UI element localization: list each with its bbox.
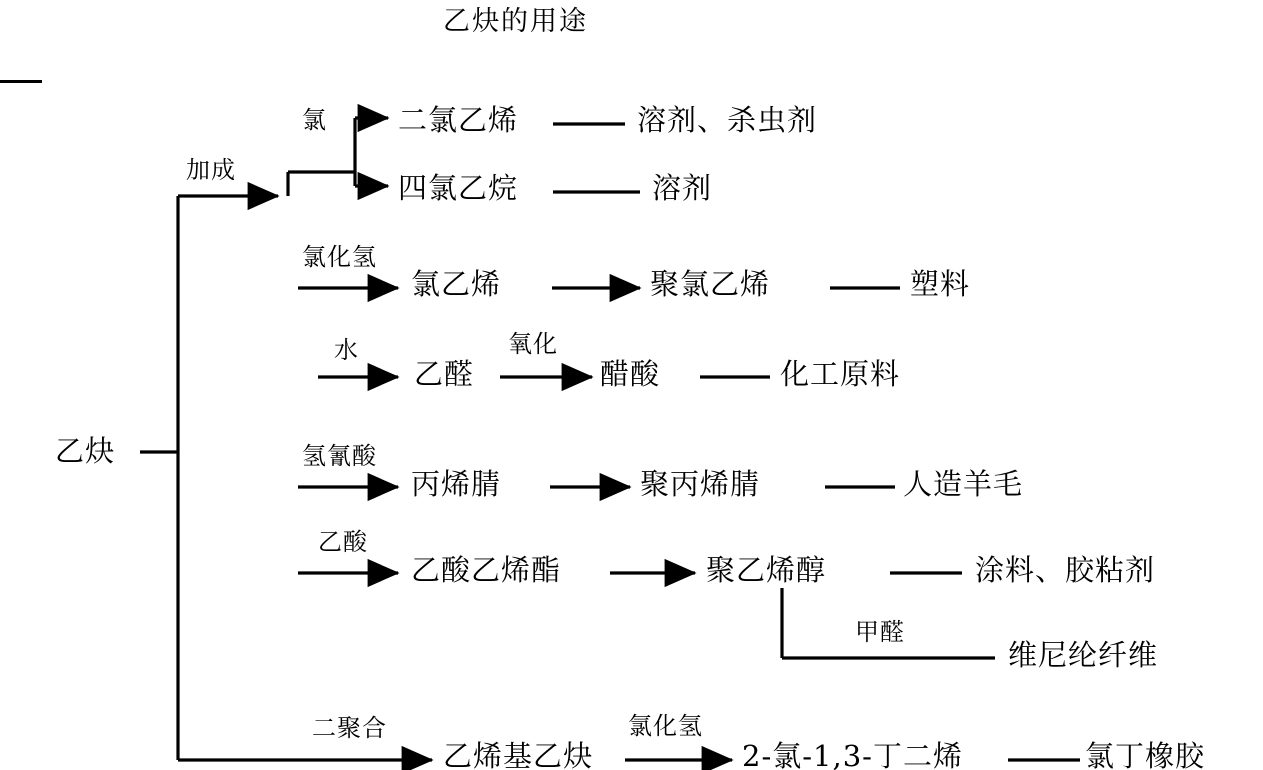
node-pva-use: 涂料、胶粘剂 bbox=[975, 553, 1156, 587]
node-tetrachloroethane-use: 溶剂 bbox=[652, 171, 713, 205]
label-dimerization: 二聚合 bbox=[312, 714, 387, 742]
node-acetic-acid-product: 醋酸 bbox=[600, 357, 661, 391]
node-vinyl-chloride: 氯乙烯 bbox=[411, 267, 502, 301]
node-polyacrylonitrile-use: 人造羊毛 bbox=[903, 467, 1024, 501]
diagram-title: 乙炔的用途 bbox=[443, 6, 588, 37]
label-addition: 加成 bbox=[186, 156, 236, 184]
label-oxidation: 氧化 bbox=[508, 330, 558, 358]
node-polyacrylonitrile: 聚丙烯腈 bbox=[640, 467, 761, 501]
label-acetic-acid-reagent: 乙酸 bbox=[318, 528, 368, 556]
label-hydrogen-chloride-2: 氯化氢 bbox=[628, 712, 703, 740]
node-dichloroethylene-use: 溶剂、杀虫剂 bbox=[637, 103, 818, 137]
node-vinyl-acetate: 乙酸乙烯酯 bbox=[411, 553, 562, 587]
label-hydrogen-chloride-1: 氯化氢 bbox=[302, 243, 377, 271]
node-vinylacetylene: 乙烯基乙炔 bbox=[443, 739, 594, 770]
node-vinylon-fiber: 维尼纶纤维 bbox=[1008, 638, 1159, 672]
label-water: 水 bbox=[334, 336, 359, 364]
node-pvc-use: 塑料 bbox=[910, 267, 971, 301]
node-dichloroethylene: 二氯乙烯 bbox=[398, 103, 519, 137]
node-acetic-acid-use: 化工原料 bbox=[780, 357, 901, 391]
node-acrylonitrile: 丙烯腈 bbox=[411, 467, 502, 501]
label-formaldehyde: 甲醛 bbox=[855, 618, 905, 646]
node-pvc: 聚氯乙烯 bbox=[650, 267, 771, 301]
node-tetrachloroethane: 四氯乙烷 bbox=[398, 171, 519, 205]
label-chlorine: 氯 bbox=[302, 106, 327, 134]
node-chloroprene: 2-氯-1,3-丁二烯 bbox=[742, 739, 963, 770]
node-acetaldehyde: 乙醛 bbox=[414, 357, 475, 391]
node-pva: 聚乙烯醇 bbox=[706, 553, 827, 587]
node-neoprene: 氯丁橡胶 bbox=[1085, 739, 1206, 770]
node-acetylene-root: 乙炔 bbox=[55, 434, 116, 468]
label-hydrocyanic-acid: 氢氰酸 bbox=[302, 442, 377, 470]
